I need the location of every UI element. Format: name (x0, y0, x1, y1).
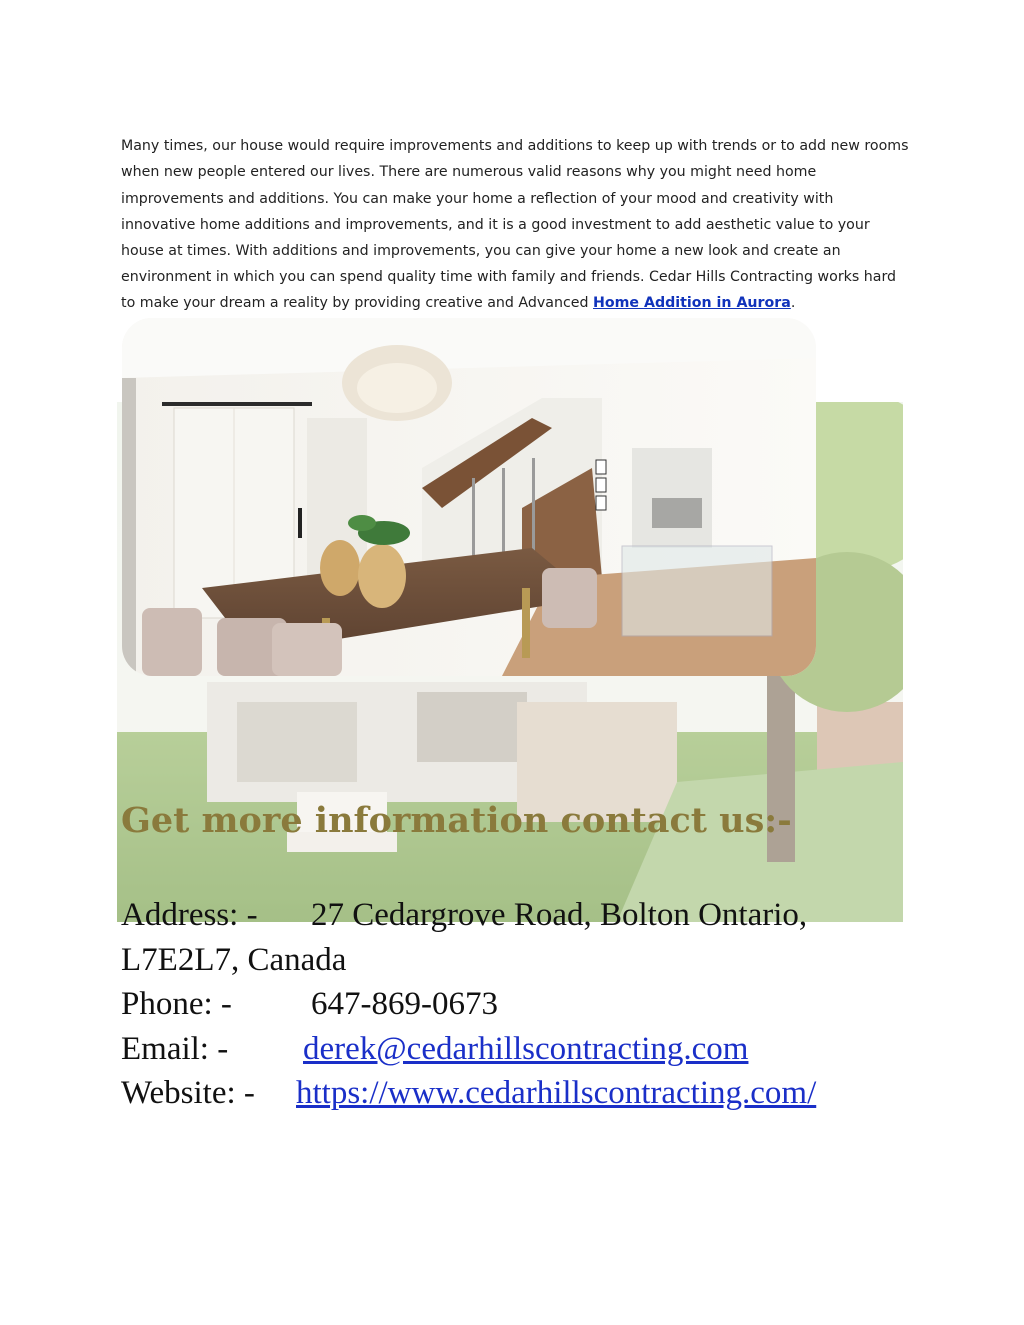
phone-row (121, 982, 1001, 1027)
website-label: Website: - (121, 1075, 255, 1111)
intro-paragraph (121, 133, 911, 316)
phone-label: Phone: - (121, 986, 232, 1022)
address-label: Address: - (121, 897, 258, 933)
email-link[interactable]: derek@cedarhillscontracting.com (303, 1030, 749, 1067)
intro-end: . (790, 295, 796, 312)
website-link[interactable]: https://www.cedarhillscontracting.com/ (296, 1075, 817, 1111)
address-line2: L7E2L7, Canada (121, 941, 347, 978)
home-addition-link[interactable]: Home Addition in Aurora (593, 295, 791, 312)
address-row-2 (121, 938, 1001, 983)
contact-details (121, 893, 1001, 1116)
email-label: Email: - (121, 1030, 229, 1067)
interior-dining-room-photo (122, 318, 816, 676)
email-row (121, 1027, 1001, 1072)
website-row (121, 1071, 1001, 1116)
address-row (121, 893, 1001, 938)
contact-heading: Get more information contact us:- (121, 800, 792, 841)
phone-number: 647-869-0673 (311, 986, 498, 1022)
address-line1: 27 Cedargrove Road, Bolton Ontario, (311, 897, 808, 933)
intro-text: Many times, our house would require improvements and additions to keep up with trends or to add new rooms when new people entered our lives. There are numerous valid reasons why you might need home improvements and additions. You can make your home a reflection of your mood and creativity with innovative home additions and improvements, and it is a good investment to add aesthetic value to your house at times. With additions and improvements, you can give your home a new look and create an environment in which you can spend quality time with family and friends. Cedar Hills Contracting works hard to make your dream a reality by providing creative and Advanced (121, 138, 909, 312)
